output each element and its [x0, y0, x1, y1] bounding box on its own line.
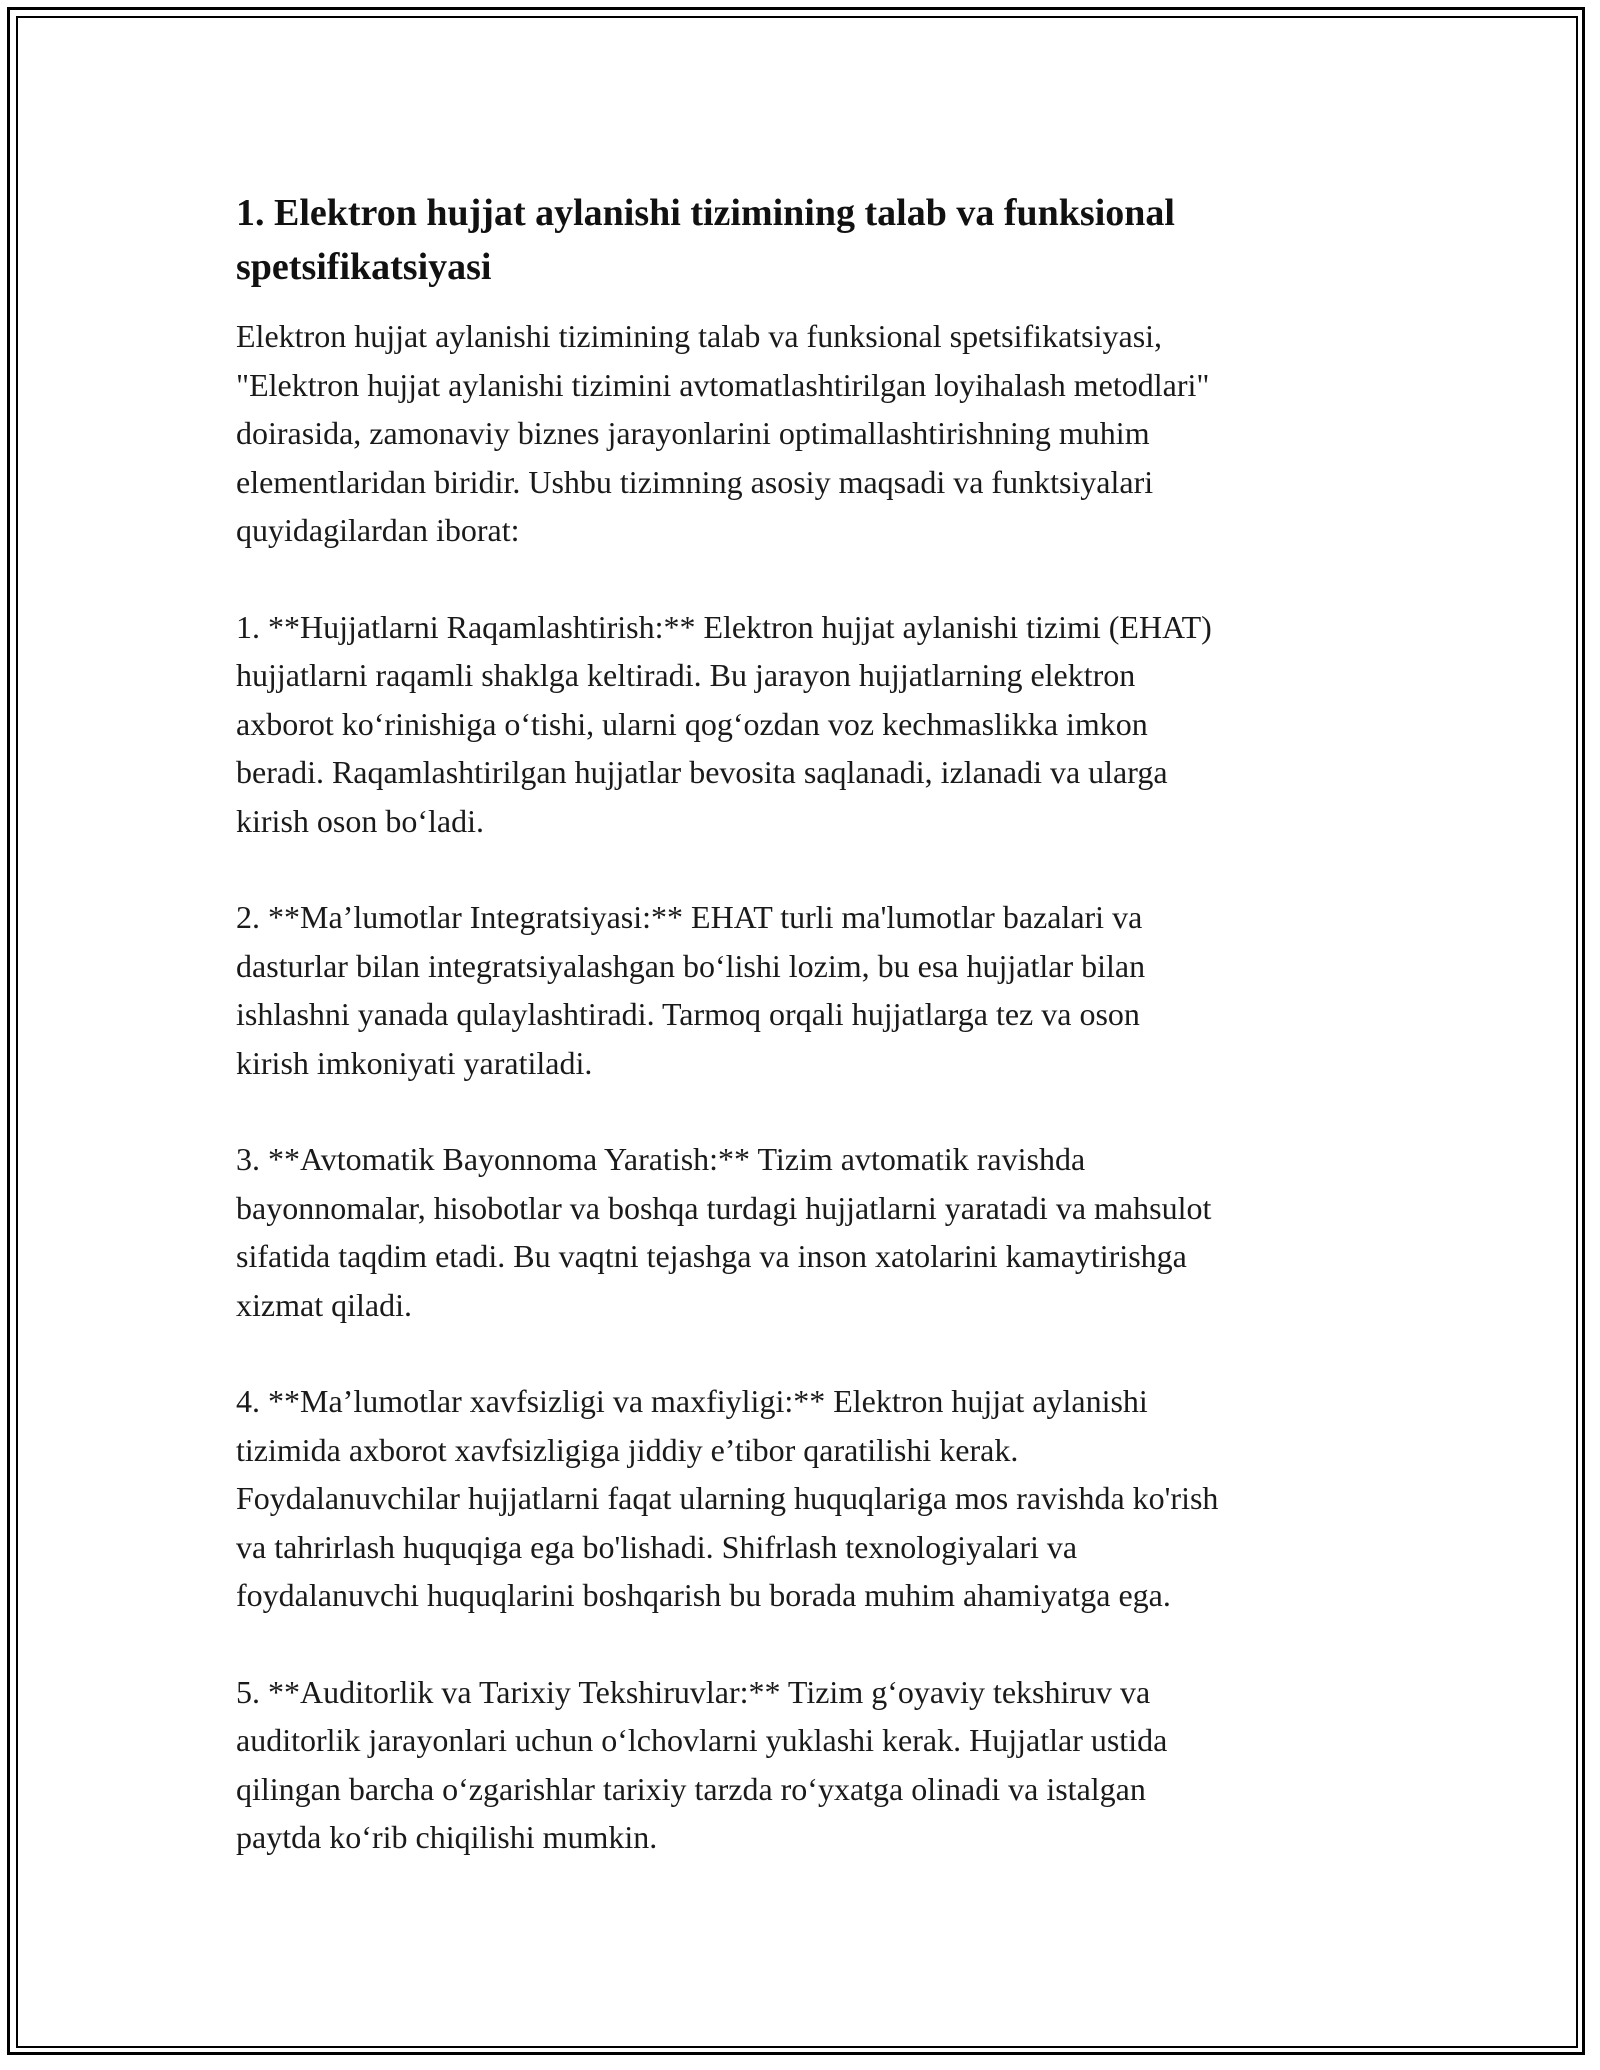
list-item: 3. **Avtomatik Bayonnoma Yaratish:** Tizim avtomatik ravishda bayonnomalar, hisobotlar va boshqa turdagi hujjatlarni yaratadi va mahsulot sifatida taqdim etadi. Bu vaqtni tejashga va inson xatolarini kamaytirishga xizmat qiladi.: [236, 1141, 1212, 1323]
document-body: [236, 186, 1366, 1910]
document-title: 1. Elektron hujjat aylanishi tizimining talab va funksional spetsifikatsiyasi: [236, 192, 1175, 288]
list-item: 1. **Hujjatlarni Raqamlashtirish:** Elektron hujjat aylanishi tizimi (EHAT) hujjatlarni raqamli shaklga keltiradi. Bu jarayon hujjatlarning elektron axborot ko‘rinishiga o‘tishi, ularni qog‘ozdan voz kechmaslikka imkon beradi. Raqamlashtirilgan hujjatlar bevosita saqlanadi, izlanadi va ularga kirish oson bo‘ladi.: [236, 608, 1212, 839]
list-item: 4. **Ma’lumotlar xavfsizligi va maxfiyligi:** Elektron hujjat aylanishi tizimida axborot xavfsizligiga jiddiy e’tibor qaratilishi kerak. Foydalanuvchilar hujjatlarni faqat ularning huquqlariga mos ravishda ko'rish va tahrirlash huquqiga ega bo'lishadi. Shifrlash texnologiyalari va foydalanuvchi huquqlarini boshqarish bu borada muhim ahamiyatga ega.: [236, 1383, 1219, 1613]
list-item: 5. **Auditorlik va Tarixiy Tekshiruvlar:** Tizim g‘oyaviy tekshiruv va auditorlik jarayonlari uchun o‘lchovlarni yuklashi kerak. Hujjatlar ustida qilingan barcha o‘zgarishlar tarixiy tarzda ro‘yxatga olinadi va istalgan paytda ko‘rib chiqilishi mumkin.: [236, 1673, 1168, 1855]
intro-paragraph: Elektron hujjat aylanishi tizimining talab va funksional spetsifikatsiyasi, "Elektron hujjat aylanishi tizimini avtomatlashtirilgan loyihalash metodlari" doirasida, zamonaviy biznes jarayonlarini optimallashtirishning muhim elementlaridan biridir. Ushbu tizimning asosiy maqsadi va funktsiyalari quyidagilardan iborat:: [236, 318, 1210, 548]
list-item: 2. **Ma’lumotlar Integratsiyasi:** EHAT turli ma'lumotlar bazalari va dasturlar bilan integratsiyalashgan bo‘lishi lozim, bu esa hujjatlar bilan ishlashni yanada qulaylashtiradi. Tarmoq orqali hujjatlarga tez va oson kirish imkoniyati yaratiladi.: [236, 899, 1146, 1081]
